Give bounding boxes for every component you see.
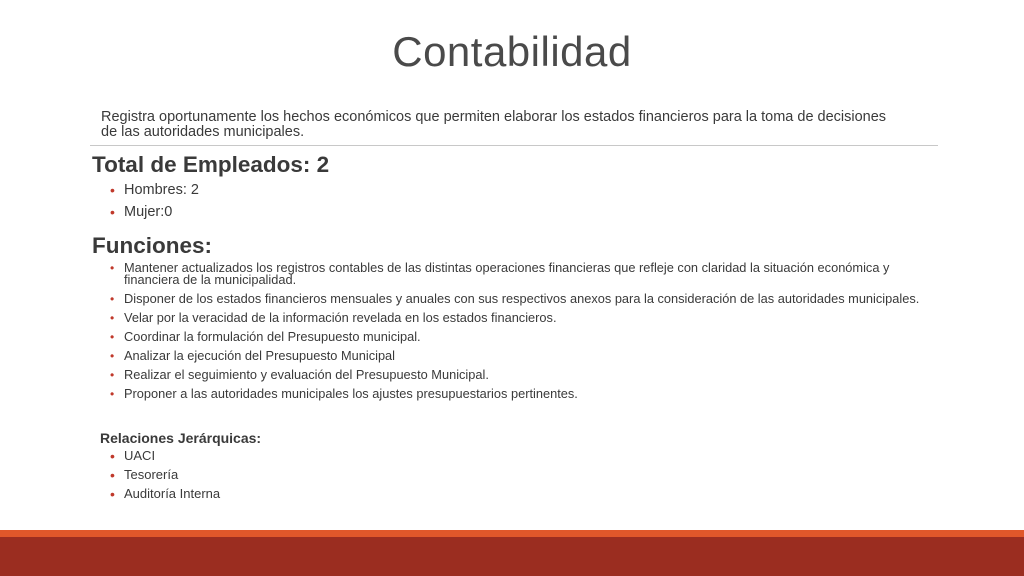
employees-heading: Total de Empleados: 2 — [92, 152, 330, 177]
bullet-icon: • — [110, 182, 115, 198]
list-item — [102, 448, 220, 467]
relation-item: Auditoría Interna — [124, 486, 221, 501]
employees-item: Mujer:0 — [124, 204, 173, 220]
relations-heading: Relaciones Jerárquicas: — [100, 430, 262, 446]
list-item — [102, 203, 199, 225]
employees-list — [102, 181, 199, 225]
footer-band — [0, 537, 1024, 576]
bullet-icon: • — [110, 349, 115, 363]
relation-item: UACI — [124, 448, 156, 463]
intro-paragraph: Registra oportunamente los hechos económicos que permiten elaborar los estados financieros para la toma de decisiones de las autoridades municipales. — [101, 109, 887, 140]
function-item: Velar por la veracidad de la información revelada en los estados financieros. — [124, 310, 557, 325]
relation-item: Tesorería — [124, 467, 179, 482]
bullet-icon: • — [110, 311, 115, 325]
slide-title: Contabilidad — [392, 28, 632, 75]
footer-accent-band — [0, 530, 1024, 537]
list-item — [102, 181, 199, 203]
bullet-icon: • — [110, 467, 115, 483]
list-item — [102, 369, 942, 381]
bullet-icon: • — [110, 261, 115, 275]
employees-item: Hombres: 2 — [124, 182, 199, 198]
list-item — [102, 388, 942, 400]
bullet-icon: • — [110, 330, 115, 344]
list-item — [102, 486, 220, 505]
function-item: Disponer de los estados financieros mensuales y anuales con sus respectivos anexos para la consideración de las autoridades municipales. — [124, 291, 920, 306]
list-item — [102, 331, 942, 343]
function-item: Mantener actualizados los registros contables de las distintas operaciones financieras que refleje con claridad la situación económica y financiera de la municipalidad. — [124, 260, 890, 287]
list-item — [102, 467, 220, 486]
list-item — [102, 262, 942, 286]
bullet-icon: • — [110, 204, 115, 220]
bullet-icon: • — [110, 486, 115, 502]
bullet-icon: • — [110, 387, 115, 401]
bullet-icon: • — [110, 292, 115, 306]
list-item — [102, 312, 942, 324]
relations-list — [102, 448, 220, 505]
function-item: Coordinar la formulación del Presupuesto municipal. — [124, 329, 421, 344]
divider — [90, 145, 938, 146]
function-item: Realizar el seguimiento y evaluación del Presupuesto Municipal. — [124, 367, 489, 382]
functions-list — [102, 262, 942, 407]
function-item: Analizar la ejecución del Presupuesto Municipal — [124, 348, 396, 363]
function-item: Proponer a las autoridades municipales los ajustes presupuestarios pertinentes. — [124, 386, 578, 401]
bullet-icon: • — [110, 368, 115, 382]
list-item — [102, 293, 942, 305]
bullet-icon: • — [110, 448, 115, 464]
functions-heading: Funciones: — [92, 233, 213, 258]
list-item — [102, 350, 942, 362]
